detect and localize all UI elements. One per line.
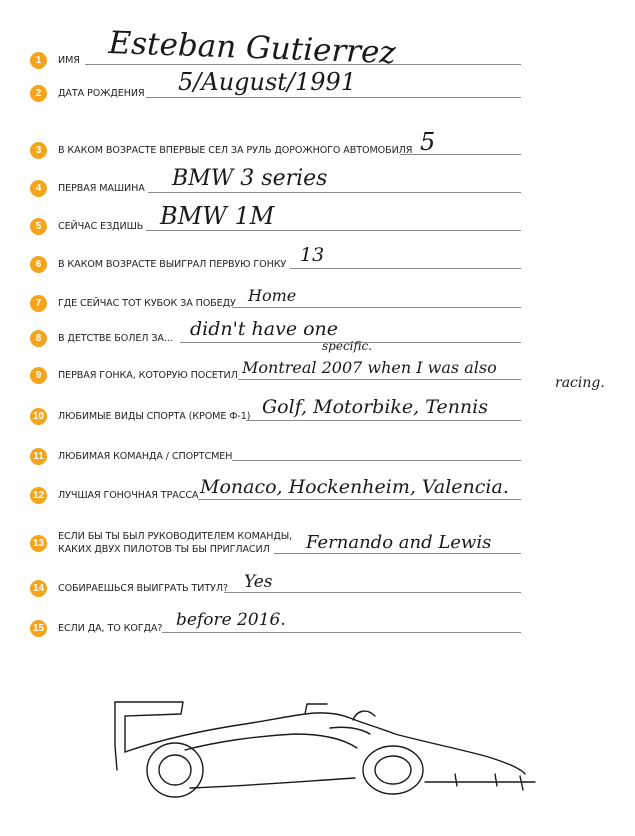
question-number-badge: 14 — [30, 580, 47, 597]
question-label: ГДЕ СЕЙЧАС ТОТ КУБОК ЗА ПОБЕДУ — [58, 298, 236, 309]
chassis-top-stroke — [305, 713, 525, 774]
handwritten-answer: Fernando and Lewis — [306, 532, 492, 553]
handwritten-answer: 5 — [420, 128, 436, 156]
answer-line — [400, 154, 521, 155]
question-number-badge: 10 — [30, 408, 47, 425]
answer-line — [232, 460, 521, 461]
question-label: ПЕРВАЯ ГОНКА, КОТОРУЮ ПОСЕТИЛ — [58, 370, 238, 381]
question-label: В КАКОМ ВОЗРАСТЕ ВПЕРВЫЕ СЕЛ ЗА РУЛЬ ДОРОЖНОГО АВТОМОБИЛЯ — [58, 145, 413, 156]
question-label: СЕЙЧАС ЕЗДИШЬ — [58, 221, 144, 232]
answer-line — [290, 268, 521, 269]
handwritten-answer: BMW 1M — [160, 202, 275, 230]
question-label: СОБИРАЕШЬСЯ ВЫИГРАТЬ ТИТУЛ? — [58, 583, 228, 594]
answer-line — [146, 230, 521, 231]
handwritten-answer-continuation: racing. — [555, 375, 605, 391]
engine-cover-stroke — [125, 704, 327, 752]
rear-wheel-outer — [147, 743, 203, 797]
answer-line — [148, 192, 521, 193]
question-number-badge: 4 — [30, 180, 47, 197]
question-number-badge: 11 — [30, 448, 47, 465]
answer-line — [146, 97, 521, 98]
question-number-badge: 6 — [30, 256, 47, 273]
answer-line — [246, 420, 521, 421]
rear-wing-endplate-stroke — [115, 702, 117, 770]
handwritten-answer: Yes — [244, 572, 273, 592]
handwritten-answer: BMW 3 series — [172, 166, 328, 191]
answer-line — [274, 553, 521, 554]
driver-helmet-stroke — [353, 711, 375, 720]
handwritten-answer: Golf, Motorbike, Tennis — [262, 396, 488, 418]
floor-stroke — [190, 778, 355, 788]
question-label: ПЕРВАЯ МАШИНА — [58, 183, 145, 194]
question-number-badge: 13 — [30, 535, 47, 552]
f1-car-sketch — [95, 690, 555, 810]
answer-line — [238, 379, 521, 380]
question-label: ЛЮБИМЫЕ ВИДЫ СПОРТА (КРОМЕ Ф-1) — [58, 411, 251, 422]
front-wheel-inner — [375, 756, 411, 784]
handwritten-answer: didn't have one — [190, 318, 339, 340]
question-number-badge: 1 — [30, 52, 47, 69]
question-label-second-line: КАКИХ ДВУХ ПИЛОТОВ ТЫ БЫ ПРИГЛАСИЛ — [58, 544, 270, 555]
answer-line — [232, 307, 521, 308]
answer-line — [162, 632, 521, 633]
handwritten-answer: 13 — [300, 244, 325, 266]
handwritten-answer: Esteban Gutierrez — [108, 25, 397, 72]
question-label: ЕСЛИ БЫ ТЫ БЫЛ РУКОВОДИТЕЛЕМ КОМАНДЫ, — [58, 531, 293, 542]
answer-line — [224, 592, 521, 593]
question-number-badge: 7 — [30, 295, 47, 312]
handwritten-answer: Monaco, Hockenheim, Valencia. — [200, 476, 509, 498]
handwritten-answer: Montreal 2007 when I was also — [242, 358, 497, 377]
question-label: ИМЯ — [58, 55, 80, 66]
question-label: ЛЮБИМАЯ КОМАНДА / СПОРТСМЕН — [58, 451, 233, 462]
question-number-badge: 9 — [30, 367, 47, 384]
sidepod-stroke — [185, 734, 357, 750]
rear-wheel-inner — [159, 755, 191, 785]
question-number-badge: 8 — [30, 330, 47, 347]
question-number-badge: 3 — [30, 142, 47, 159]
handwritten-answer: Home — [248, 286, 297, 305]
question-number-badge: 5 — [30, 218, 47, 235]
question-label: ЕСЛИ ДА, ТО КОГДА? — [58, 623, 163, 634]
question-number-badge: 15 — [30, 620, 47, 637]
answer-line — [198, 499, 521, 500]
cockpit-edge-stroke — [330, 727, 370, 734]
question-label: ЛУЧШАЯ ГОНОЧНАЯ ТРАССА — [58, 490, 199, 501]
question-number-badge: 2 — [30, 85, 47, 102]
question-number-badge: 12 — [30, 487, 47, 504]
handwritten-answer: 5/August/1991 — [178, 68, 357, 96]
front-wheel-outer — [363, 746, 423, 794]
handwritten-answer-continuation: specific. — [322, 339, 373, 353]
question-label: В ДЕТСТВЕ БОЛЕЛ ЗА... — [58, 333, 173, 344]
question-label: ДАТА РОЖДЕНИЯ — [58, 88, 145, 99]
handwritten-answer: before 2016. — [176, 610, 286, 630]
question-label: В КАКОМ ВОЗРАСТЕ ВЫИГРАЛ ПЕРВУЮ ГОНКУ — [58, 259, 287, 270]
